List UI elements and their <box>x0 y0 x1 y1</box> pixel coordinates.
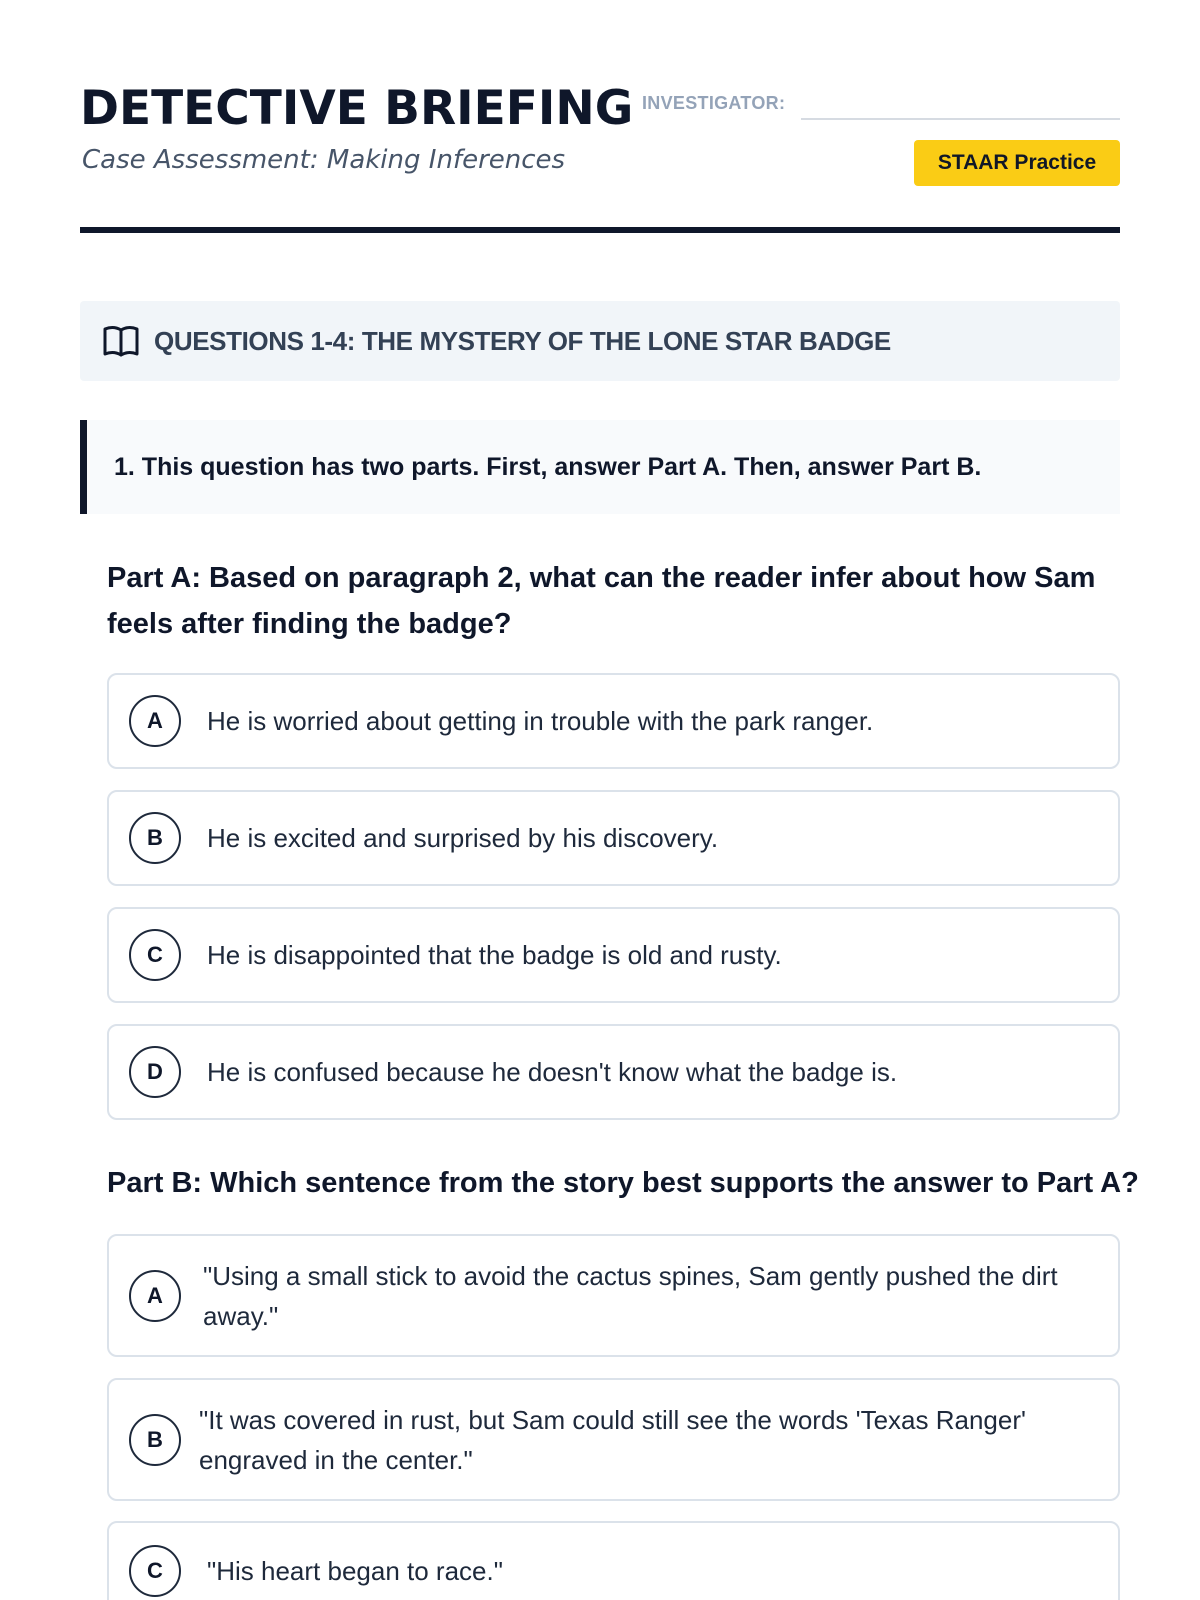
page-title: DETECTIVE BRIEFING <box>80 81 634 136</box>
option-text: "His heart began to race." <box>207 1556 503 1586</box>
option-text: He is excited and surprised by his discovery. <box>207 823 719 853</box>
page-subtitle: Case Assessment: Making Inferences <box>82 145 566 175</box>
option-text: He is confused because he doesn't know what the badge is. <box>207 1057 898 1087</box>
open-book-icon <box>102 324 140 358</box>
part-a-option-a[interactable] <box>107 673 1120 769</box>
part-b-option-a[interactable] <box>107 1234 1120 1357</box>
part-b-prompt: Part B: Which sentence from the story best supports the answer to Part A? <box>107 1167 1139 1199</box>
option-letter: C <box>129 1545 181 1597</box>
header-divider <box>80 227 1120 233</box>
option-letter: A <box>129 695 181 747</box>
section-banner <box>80 301 1120 381</box>
part-a-option-b[interactable] <box>107 790 1120 886</box>
staar-practice-badge: STAAR Practice <box>914 140 1120 186</box>
option-letter: D <box>129 1046 181 1098</box>
worksheet-page <box>80 0 1139 1600</box>
part-b-option-c[interactable] <box>107 1521 1120 1600</box>
part-a-option-c[interactable] <box>107 907 1120 1003</box>
option-letter: B <box>129 812 181 864</box>
part-b-option-b[interactable] <box>107 1378 1120 1501</box>
investigator-label: INVESTIGATOR: <box>642 93 786 113</box>
option-text: He is disappointed that the badge is old and rusty. <box>207 940 782 970</box>
option-text: He is worried about getting in trouble with the park ranger. <box>207 706 874 736</box>
option-letter: B <box>129 1414 181 1466</box>
option-text: "It was covered in rust, but Sam could still see the words 'Texas Ranger' engraved in the center." <box>199 1404 1026 1475</box>
option-letter: C <box>129 929 181 981</box>
option-letter: A <box>129 1270 181 1322</box>
section-label: QUESTIONS 1-4: THE MYSTERY OF THE LONE STAR BADGE <box>154 325 891 356</box>
part-a-option-d[interactable] <box>107 1024 1120 1120</box>
investigator-name-line[interactable] <box>801 118 1120 120</box>
option-text: "Using a small stick to avoid the cactus spines, Sam gently pushed the dirt away." <box>203 1260 1058 1331</box>
question-1-instruction: 1. This question has two parts. First, answer Part A. Then, answer Part B. <box>80 420 1120 514</box>
part-a-prompt: Part A: Based on paragraph 2, what can the reader infer about how Sam feels after finding the badge? <box>107 562 1096 640</box>
